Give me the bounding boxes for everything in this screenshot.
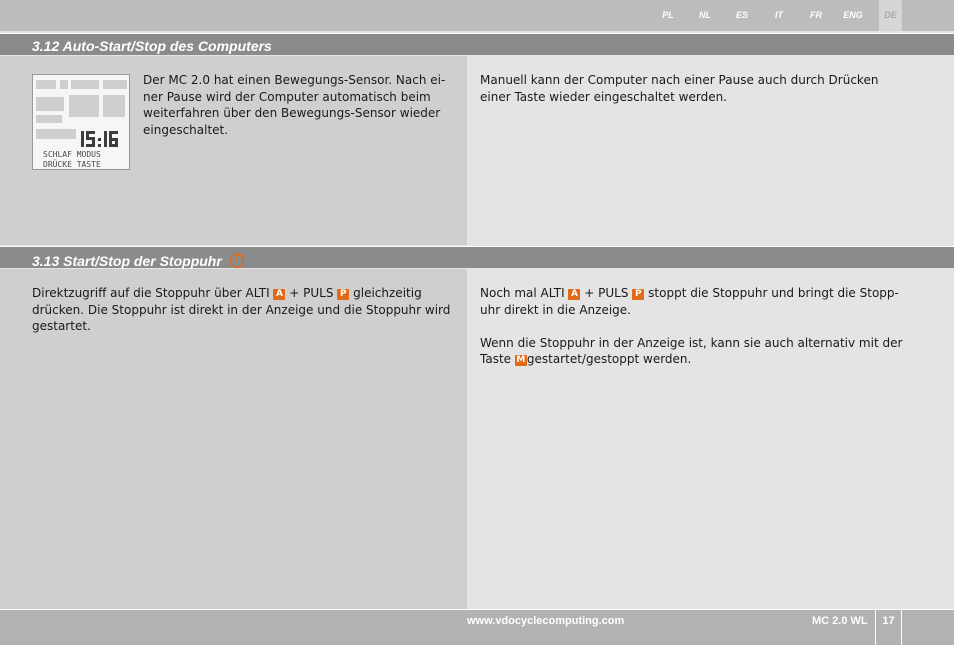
section-312-right-text bbox=[480, 72, 920, 105]
language-tab-de-label: DE bbox=[884, 10, 897, 20]
lcd-display-graphic bbox=[33, 75, 130, 170]
section-313-title: 3.13 Start/Stop der Stoppuhr bbox=[32, 253, 222, 269]
text-again-alti: Noch mal ALTI bbox=[480, 286, 565, 300]
page-number: 17 bbox=[882, 615, 895, 627]
section-312-left-text bbox=[143, 72, 453, 138]
puls-key-icon: P bbox=[337, 289, 349, 300]
text-simultaneously: gleichzeitig bbox=[353, 286, 422, 300]
device-display-image bbox=[32, 74, 130, 170]
section-312-left-line-1: Der MC 2.0 hat einen Bewegungs-Sensor. Nach ei- bbox=[143, 73, 446, 87]
model-name: MC 2.0 WL bbox=[812, 615, 868, 627]
language-bar bbox=[0, 0, 954, 31]
text-started-stopped: gestartet/gestoppt werden. bbox=[526, 352, 692, 366]
section-313-left-line-3: gestartet. bbox=[32, 319, 91, 333]
section-313-right-line-4 bbox=[480, 351, 920, 368]
section-313-header bbox=[0, 246, 954, 268]
section-313-left-line-2: drücken. Die Stoppuhr ist direkt in der Anzeige und die Stoppuhr wird bbox=[32, 302, 451, 317]
page-number-box bbox=[875, 610, 902, 645]
lcd-line-2: DRÜCKE TASTE bbox=[43, 160, 101, 169]
stopwatch-icon bbox=[228, 251, 246, 269]
section-313-right-text bbox=[480, 285, 920, 368]
section-312-header bbox=[0, 33, 954, 55]
text-direct-access: Direktzugriff auf die Stoppuhr über ALTI bbox=[32, 286, 270, 300]
section-313-right-line-2: uhr direkt in die Anzeige. bbox=[480, 302, 631, 317]
section-313-left-line-1 bbox=[32, 285, 457, 302]
section-312-left-line-4: eingeschaltet. bbox=[143, 122, 229, 137]
section-312-left-line-2: ner Pause wird der Computer automatisch beim bbox=[143, 89, 431, 104]
language-tab-es[interactable]: ES bbox=[735, 10, 748, 20]
language-tab-eng[interactable]: ENG bbox=[843, 10, 863, 20]
language-tab-pl[interactable]: PL bbox=[662, 10, 674, 20]
page-footer bbox=[0, 609, 954, 645]
section-312-left-line-3: weiterfahren über den Bewegungs-Sensor wieder bbox=[143, 106, 441, 120]
section-313-right-line-3: Wenn die Stoppuhr in der Anzeige ist, kann sie auch alternativ mit der bbox=[480, 335, 903, 350]
paragraph-spacer bbox=[480, 318, 920, 335]
mode-key-icon: M bbox=[516, 355, 526, 365]
language-tab-it[interactable]: IT bbox=[775, 10, 783, 20]
language-tab-nl[interactable]: NL bbox=[699, 10, 711, 20]
lcd-line-1: SCHLAF MODUS bbox=[43, 150, 101, 159]
language-tab-fr[interactable]: FR bbox=[810, 10, 822, 20]
section-313-title-wrap bbox=[32, 251, 246, 269]
text-stops-stopwatch: stoppt die Stoppuhr und bringt die Stopp- bbox=[648, 286, 899, 300]
section-312-right-line-2: einer Taste wieder eingeschaltet werden. bbox=[480, 89, 727, 104]
text-taste: Taste bbox=[480, 352, 512, 366]
language-tab-de-active[interactable] bbox=[879, 0, 902, 31]
text-plus-puls: + PULS bbox=[289, 286, 334, 300]
section-312-right-line-1: Manuell kann der Computer nach einer Pause auch durch Drücken bbox=[480, 73, 879, 87]
section-313-left-text bbox=[32, 285, 457, 335]
section-312-title: 3.12 Auto-Start/Stop des Computers bbox=[32, 38, 272, 54]
section-313-right-line-1 bbox=[480, 285, 920, 302]
text-plus-puls-2: + PULS bbox=[584, 286, 629, 300]
website-link[interactable]: www.vdocyclecomputing.com bbox=[467, 615, 625, 627]
puls-key-icon-2: P bbox=[632, 289, 644, 300]
alti-key-icon-2: A bbox=[568, 289, 580, 300]
alti-key-icon: A bbox=[273, 289, 285, 300]
